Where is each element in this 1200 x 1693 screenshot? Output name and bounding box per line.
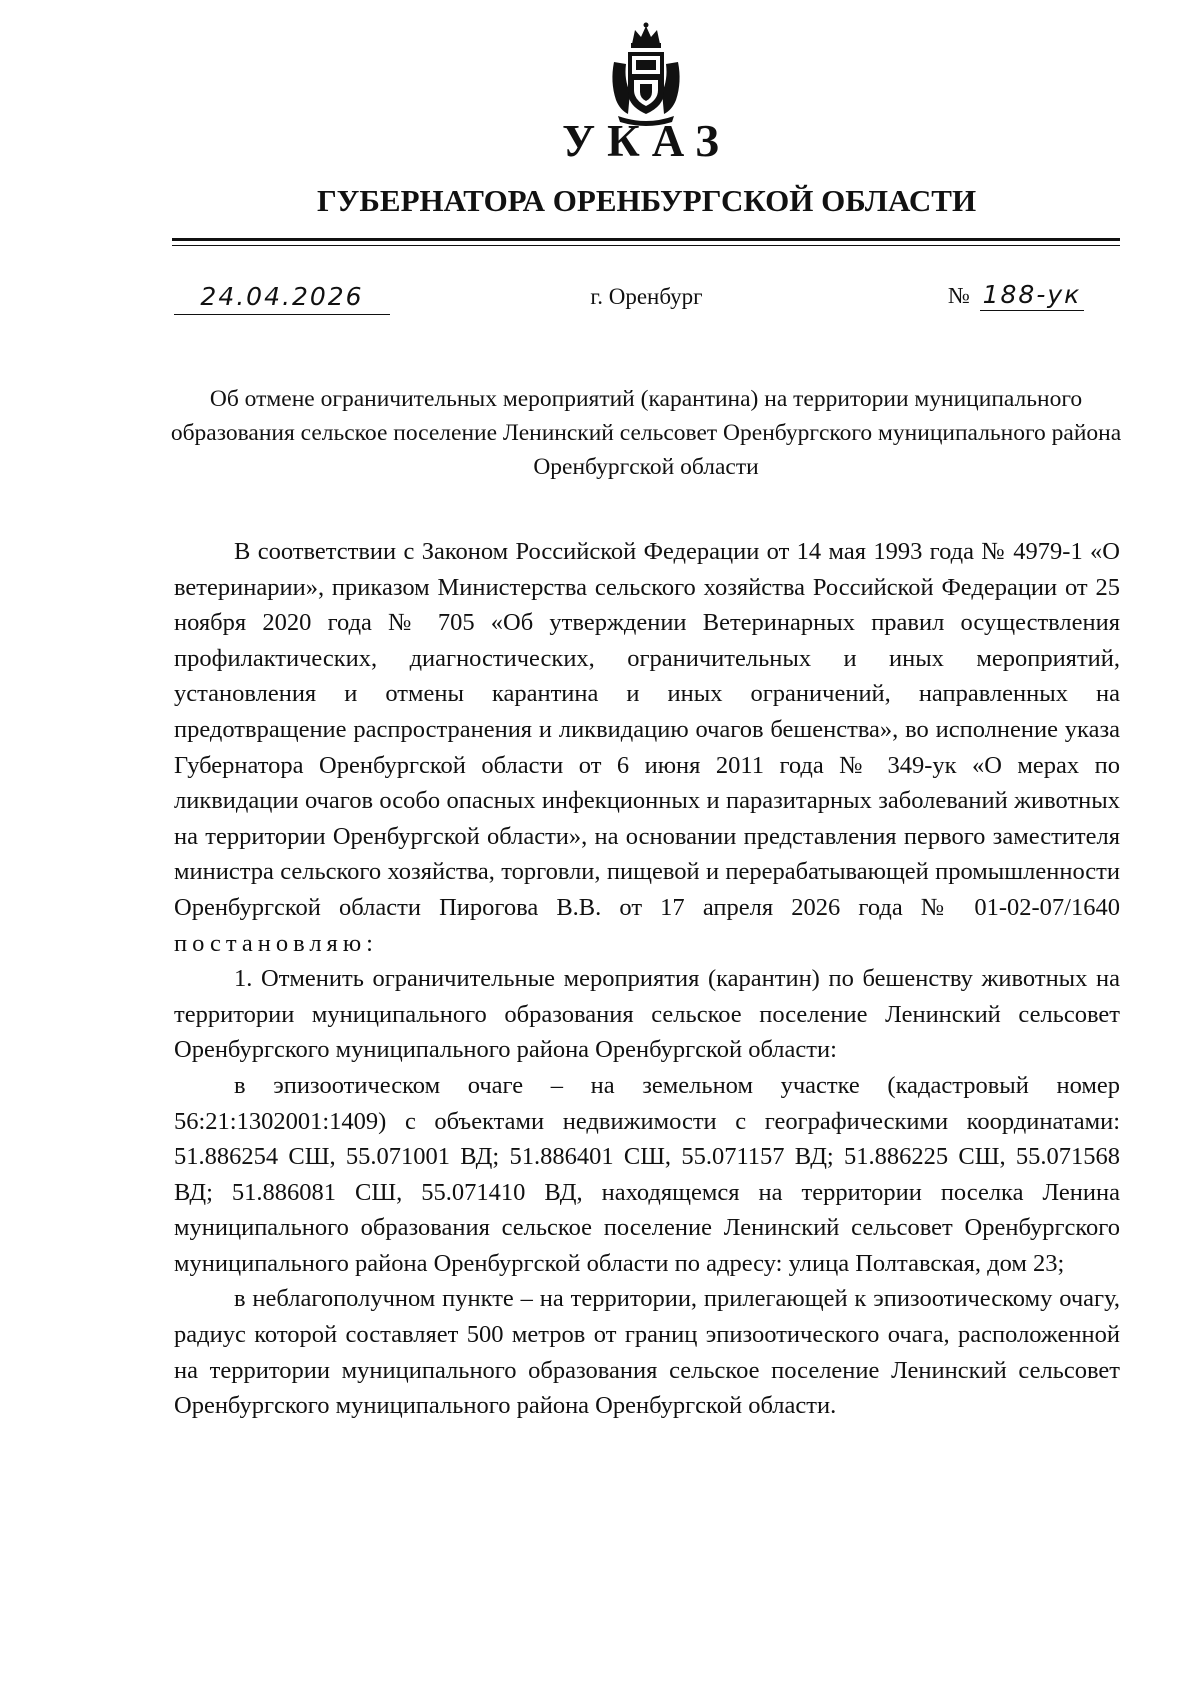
decree-date: 24.04.2026 <box>200 282 364 311</box>
decree-number: 188-ук <box>980 280 1084 311</box>
item-1-paragraph: 1. Отменить ограничительные мероприятия (карантин) по бешенству животных на территории муниципального образования сельское поселение Ленинский сельсовет Оренбургского муниципального района Оренбургской области: <box>174 965 1120 1064</box>
header-divider-thin <box>172 245 1120 246</box>
header-divider-thick <box>172 238 1120 241</box>
decree-city: г. Оренбург <box>590 284 703 309</box>
decree-body <box>174 534 1120 1424</box>
decree-number-field <box>948 280 1084 314</box>
coat-of-arms-icon <box>606 22 686 126</box>
unfavorable-point-paragraph: в неблагополучном пункте – на территории, прилегающей к эпизоотическому очагу, радиус которой составляет 500 метров от границ эпизоотического очага, расположенной на территории муниципального образования сельское поселение Ленинский сельсовет Оренбургского муниципального района Оренбургской области. <box>174 1285 1120 1420</box>
decree-subject: Об отмене ограничительных мероприятий (карантина) на территории муниципального образования сельское поселение Ленинский сельсовет Оренбургского муниципального района Оренбургской области <box>170 386 1122 480</box>
epizootic-focus-paragraph: в эпизоотическом очаге – на земельном участке (кадастровый номер 56:21:1302001:1409) с объектами недвижимости с географическими координатами: 51.886254 СШ, 55.071001 ВД; 51.886401 СШ, 55.071157 ВД; 51.886225 СШ, 55.071568 ВД; 51.886081 СШ, 55.071410 ВД, находящемся на территории поселка Ленина муниципального образования сельское поселение Ленинский сельсовет Оренбургского муниципального района Оренбургской области по адресу: улица Полтавская, дом 23; <box>174 1071 1120 1277</box>
document-subtitle: ГУБЕРНАТОРА ОРЕНБУРГСКОЙ ОБЛАСТИ <box>316 183 977 218</box>
decree-word: постановляю: <box>174 929 378 957</box>
preamble-text: В соответствии с Законом Российской Федерации от 14 мая 1993 года № 4979-1 «О ветеринарии», приказом Министерства сельского хозяйства Российской Федерации от 25 ноября 2020 года № 705 «Об утверждении Ветеринарных правил осуществления профилактических, диагностических, ограничительных и иных мероприятий, установления и отмены карантина и иных ограничений, направленных на предотвращение распространения и ликвидацию очагов бешенства», во исполнение указа Губернатора Оренбургской области от 6 июня 2011 года № 349-ук «О мерах по ликвидации очагов особо опасных инфекционных и паразитарных заболеваний животных на территории Оренбургской области», на основании представления первого заместителя министра сельского хозяйства, торговли, пищевой и перерабатывающей промышленности Оренбургской области Пирогова В.В. от 17 апреля 2026 года № 01-02-07/1640 <box>174 538 1120 921</box>
document-title: УКАЗ <box>562 116 731 166</box>
number-sign: № <box>948 283 970 308</box>
preamble-paragraph <box>174 534 1120 961</box>
